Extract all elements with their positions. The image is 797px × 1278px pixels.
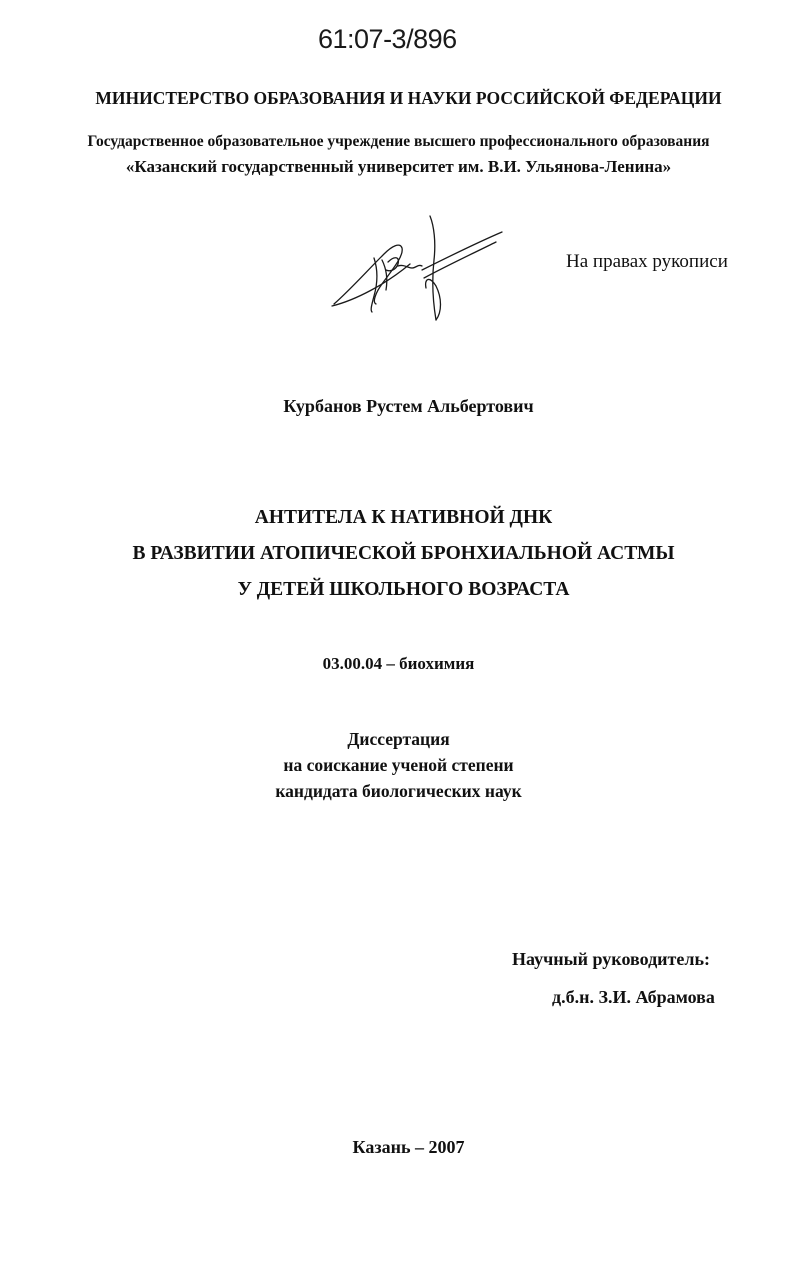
degree-line-2: на соискание ученой степени (283, 755, 514, 775)
author-name: Курбанов Рустем Альбертович (283, 396, 534, 416)
archive-code: 61:07-3/896 (318, 24, 457, 54)
city-year: Казань – 2007 (352, 1137, 465, 1157)
specialty-code: 03.00.04 – биохимия (322, 654, 475, 673)
institution-name: «Казанский государственный университет им. В.И. Ульянова-Ленина» (125, 157, 672, 176)
ministry-heading: МИНИСТЕРСТВО ОБРАЗОВАНИЯ И НАУКИ РОССИЙСКОЙ ФЕДЕРАЦИИ (95, 88, 722, 108)
handwritten-signature (326, 212, 508, 324)
degree-line-1: Диссертация (347, 729, 450, 749)
title-line-2: В РАЗВИТИИ АТОПИЧЕСКОЙ БРОНХИАЛЬНОЙ АСТМЫ (132, 543, 675, 564)
supervisor-name: д.б.н. З.И. Абрамова (552, 987, 715, 1007)
title-line-1: АНТИТЕЛА К НАТИВНОЙ ДНК (254, 507, 553, 528)
supervisor-label: Научный руководитель: (512, 949, 710, 969)
title-line-3: У ДЕТЕЙ ШКОЛЬНОГО ВОЗРАСТА (237, 579, 570, 600)
manuscript-rights-note: На правах рукописи (566, 251, 728, 272)
degree-line-3: кандидата биологических наук (275, 781, 522, 801)
institution-type: Государственное образовательное учреждение высшего профессионального образования (87, 133, 710, 150)
